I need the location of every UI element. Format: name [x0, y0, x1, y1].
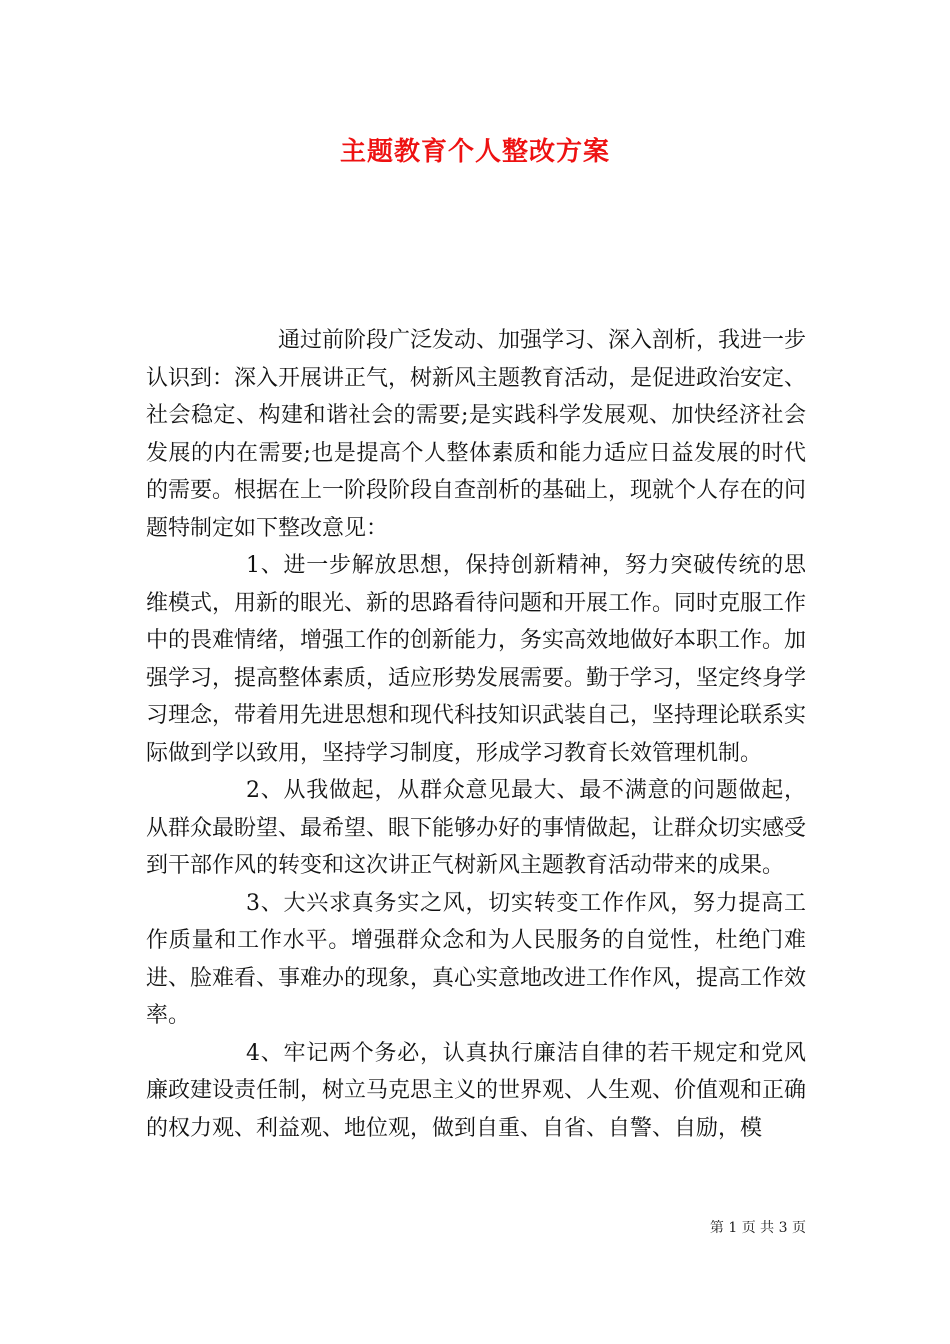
paragraph-item-2: 2、从我做起，从群众意见最大、最不满意的问题做起，从群众最盼望、最希望、眼下能够办好的事情做起，让群众切实感受到干部作风的转变和这次讲正气树新风主题教育活动带来的成果。	[146, 778, 807, 878]
page-indicator: 第 1 页 共 3 页	[709, 1220, 806, 1236]
document-title: 主题教育个人整改方案	[339, 137, 610, 167]
paragraph-item-4: 4、牢记两个务必，认真执行廉洁自律的若干规定和党风廉政建设责任制，树立马克思主义的世界观、人生观、价值观和正确的权力观、利益观、地位观，做到自重、自省、自警、自励，模	[146, 1040, 807, 1141]
paragraph-item-1: 1、进一步解放思想，保持创新精神，努力突破传统的思维模式，用新的眼光、新的思路看待问题和开展工作。同时克服工作中的畏难情绪，增强工作的创新能力，务实高效地做好本职工作。加强学习，提高整体素质，适应形势发展需要。勤于学习，坚定终身学习理念，带着用先进思想和现代科技知识武装自己，坚持理论联系实际做到学以致用，坚持学习制度，形成学习教育长效管理机制。	[146, 553, 807, 766]
paragraph-item-3: 3、大兴求真务实之风，切实转变工作作风，努力提高工作质量和工作水平。增强群众念和为人民服务的自觉性，杜绝门难进、脸难看、事难办的现象，真心实意地改进工作作风，提高工作效率。	[146, 890, 807, 1028]
document-body	[146, 322, 806, 1147]
paragraph-intro: 通过前阶段广泛发动、加强学习、深入剖析，我进一步认识到：深入开展讲正气，树新风主题教育活动，是促进政治安定、社会稳定、构建和谐社会的需要;是实践科学发展观、加快经济社会发展的内在需要;也是提高个人整体素质和能力适应日益发展的时代的需要。根据在上一阶段阶段自查剖析的基础上，现就个人存在的问题特制定如下整改意见：	[146, 328, 807, 541]
